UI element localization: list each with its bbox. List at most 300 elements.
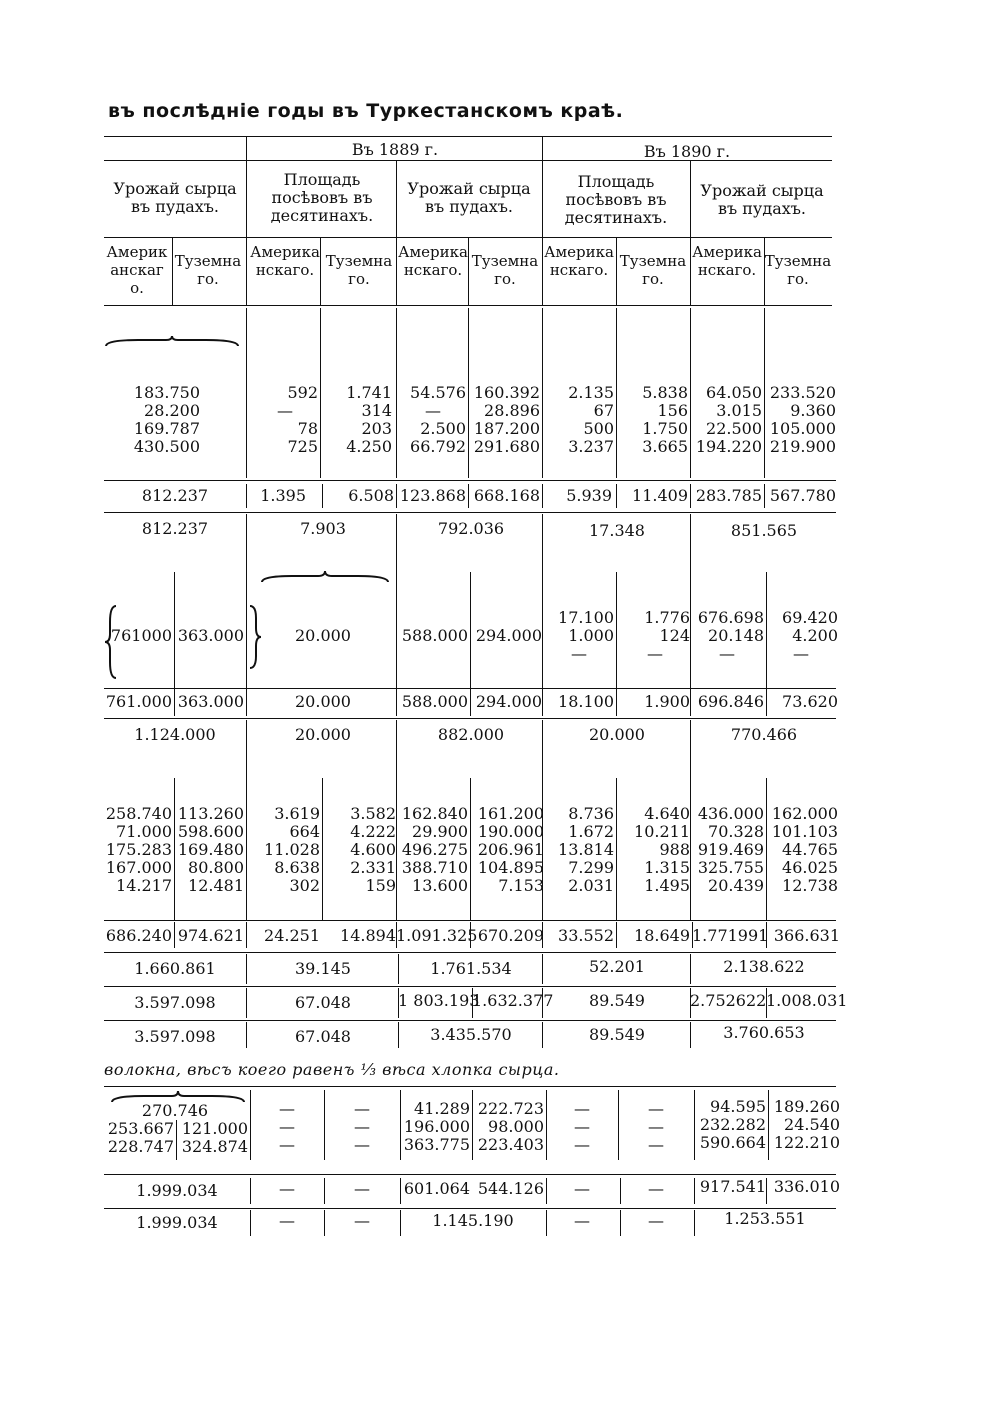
cell: 8.638	[274, 858, 320, 877]
cell: 1.008.031	[766, 991, 848, 1010]
cell: 4.600	[350, 840, 396, 859]
col-divider	[396, 484, 397, 508]
cell: 12.738	[782, 876, 838, 895]
cell: 20.000	[295, 626, 351, 645]
col-divider	[542, 308, 543, 478]
cell: 7.299	[568, 858, 614, 877]
cell: 52.201	[589, 957, 645, 976]
row-rule	[104, 480, 836, 481]
cell: 222.723	[477, 1099, 544, 1118]
row-rule	[104, 718, 836, 719]
cell: 4.222	[350, 822, 396, 841]
cell: —	[277, 401, 293, 420]
col-divider	[468, 484, 469, 508]
cell: 4.250	[346, 437, 392, 456]
cell: 80.800	[188, 858, 244, 877]
cell: 1 803.193	[398, 991, 480, 1010]
cell: 121.000	[181, 1119, 248, 1138]
cell: 1.741	[346, 383, 392, 402]
cell: 1.495	[644, 876, 690, 895]
cell: 324.874	[181, 1137, 248, 1156]
col-divider	[324, 1090, 325, 1160]
row-rule	[104, 1020, 836, 1021]
cell: 2.031	[568, 876, 614, 895]
col-divider	[400, 1210, 401, 1236]
cell: 101.103	[771, 822, 838, 841]
cell: 156	[657, 401, 688, 420]
cell: 3.015	[716, 401, 762, 420]
cell: 2.138.622	[723, 957, 805, 976]
col-divider	[470, 922, 471, 948]
brace-icon	[260, 570, 390, 584]
cell: 159	[365, 876, 396, 895]
cell: 67.048	[295, 1027, 351, 1046]
cell: 917.541	[699, 1177, 766, 1196]
cell: —	[648, 1179, 664, 1198]
year-1889-label: Въ 1889 г.	[351, 140, 439, 159]
cell: 294.000	[475, 626, 542, 645]
cell: 71.000	[116, 822, 172, 841]
cell: 46.025	[782, 858, 838, 877]
cell: 1.091.325	[396, 926, 478, 945]
cell: 24.540	[784, 1115, 840, 1134]
cell: 1.395	[260, 486, 306, 505]
cell: 17.348	[589, 521, 645, 540]
cell: 1.660.861	[134, 959, 216, 978]
col-divider	[400, 1178, 401, 1204]
cell: 1.999.034	[136, 1213, 218, 1232]
cell: 291.680	[473, 437, 540, 456]
cell: 89.549	[589, 1025, 645, 1044]
header-american: Американскаго.	[692, 243, 762, 279]
header-american: Американскаго.	[106, 243, 168, 297]
cell: 14.217	[116, 876, 172, 895]
cell: 761.000	[105, 692, 172, 711]
col-divider	[176, 1120, 177, 1160]
row-rule	[104, 512, 836, 513]
cell: 3.619	[274, 804, 320, 823]
cell: —	[574, 1135, 590, 1154]
col-divider	[616, 690, 617, 716]
cell: —	[279, 1099, 295, 1118]
cell: 203	[361, 419, 392, 438]
cell: 496.275	[401, 840, 468, 859]
col-divider	[546, 1210, 547, 1236]
cell: 3.665	[642, 437, 688, 456]
cell: —	[354, 1117, 370, 1136]
header-harvest-1890: Урожай сырца въ пудахъ.	[700, 181, 824, 218]
col-divider	[690, 1022, 691, 1048]
cell: 366.631	[773, 926, 840, 945]
header-native: Туземнаго.	[325, 252, 393, 288]
row-rule	[104, 986, 836, 987]
cell: 314	[361, 401, 392, 420]
col-divider	[692, 922, 693, 948]
col-divider	[690, 690, 691, 716]
cell: 13.600	[412, 876, 468, 895]
cell: 167.000	[105, 858, 172, 877]
col-divider	[764, 237, 765, 305]
year-1890-label: Въ 1890 г.	[643, 142, 731, 161]
cell: 1.124.000	[134, 725, 216, 744]
cell: 70.328	[708, 822, 764, 841]
cell: 105.000	[769, 419, 836, 438]
col-divider	[246, 720, 247, 920]
cell: 232.282	[699, 1115, 766, 1134]
header-bottom-rule	[104, 305, 832, 306]
cell: 20.000	[589, 725, 645, 744]
cell: 588.000	[401, 692, 468, 711]
col-divider	[398, 954, 399, 984]
header-american: Американскаго.	[398, 243, 468, 279]
cell: 11.409	[632, 486, 688, 505]
row-rule	[104, 688, 836, 689]
cell: 161.200	[477, 804, 544, 823]
cell: 206.961	[477, 840, 544, 859]
col-divider	[250, 1210, 251, 1236]
cell: 219.900	[769, 437, 836, 456]
cell: —	[354, 1211, 370, 1230]
cell: 668.168	[473, 486, 540, 505]
col-divider	[250, 1178, 251, 1204]
cell: 67	[593, 401, 614, 420]
cell: 10.211	[634, 822, 690, 841]
cell: 5.838	[642, 383, 688, 402]
cell: 258.740	[105, 804, 172, 823]
col-divider	[470, 778, 471, 920]
cell: 974.621	[177, 926, 244, 945]
col-divider	[542, 484, 543, 508]
cell: 124	[659, 626, 690, 645]
cell: 64.050	[706, 383, 762, 402]
col-divider	[320, 308, 321, 478]
cell: 20.000	[295, 692, 351, 711]
cell: 3.760.653	[723, 1023, 805, 1042]
cell: 601.064	[403, 1179, 470, 1198]
col-divider	[246, 514, 247, 690]
col-divider	[546, 1178, 547, 1204]
cell: 544.126	[477, 1179, 544, 1198]
col-divider	[620, 1178, 621, 1204]
col-divider	[616, 308, 617, 478]
cell: 194.220	[695, 437, 762, 456]
col-divider	[398, 988, 399, 1018]
cell: 160.392	[473, 383, 540, 402]
cell: —	[574, 1117, 590, 1136]
col-divider	[542, 690, 543, 716]
cell: —	[648, 1099, 664, 1118]
cell: 664	[289, 822, 320, 841]
col-divider	[766, 988, 767, 1018]
cell: 725	[287, 437, 318, 456]
cell: 8.736	[568, 804, 614, 823]
col-divider	[246, 1022, 247, 1048]
col-divider	[766, 572, 767, 690]
cell: 18.100	[558, 692, 614, 711]
cell: —	[354, 1135, 370, 1154]
col-divider	[246, 922, 247, 948]
col-divider	[766, 778, 767, 920]
cell: 3.435.570	[430, 1025, 512, 1044]
cell: 162.000	[771, 804, 838, 823]
cell: —	[648, 1135, 664, 1154]
col-divider	[246, 690, 247, 716]
cell: 1.000	[568, 626, 614, 645]
col-divider	[246, 954, 247, 984]
cell: 812.237	[141, 519, 209, 538]
row-rule	[104, 952, 836, 953]
cell: 336.010	[773, 1177, 840, 1196]
col-divider	[468, 237, 469, 305]
fiber-note: волокна, вѣсъ коего равенъ ⅓ вѣса хлопка сырца.	[104, 1060, 560, 1079]
col-divider	[766, 1178, 767, 1204]
cell: 54.576	[410, 383, 466, 402]
cell: 1.632.377	[472, 991, 554, 1010]
col-divider	[542, 514, 543, 690]
col-divider	[324, 1210, 325, 1236]
cell: —	[648, 1211, 664, 1230]
cell: 162.840	[401, 804, 468, 823]
cell: 228.747	[107, 1137, 174, 1156]
cell: —	[279, 1135, 295, 1154]
col-divider	[246, 484, 247, 508]
cell: 113.260	[177, 804, 244, 823]
cell: 588.000	[401, 626, 468, 645]
col-divider	[616, 237, 617, 305]
cell: 294.000	[475, 692, 542, 711]
cell: 13.814	[558, 840, 614, 859]
cell: 189.260	[773, 1097, 840, 1116]
cell: 1.900	[644, 692, 690, 711]
cell: 94.595	[710, 1097, 766, 1116]
cell: 41.289	[414, 1099, 470, 1118]
col-divider	[694, 1178, 695, 1204]
cell: 325.755	[697, 858, 764, 877]
cell: 436.000	[697, 804, 764, 823]
cell: 20.439	[708, 876, 764, 895]
cell: 4.200	[792, 626, 838, 645]
header-top-rule	[104, 136, 832, 137]
header-area-1889: Площадь посѣвовъ въ десятинахъ.	[270, 170, 374, 225]
cell: 104.895	[477, 858, 544, 877]
cell: 598.600	[177, 822, 244, 841]
row-rule	[104, 1086, 836, 1087]
cell: 190.000	[477, 822, 544, 841]
header-american: Американскаго.	[544, 243, 614, 279]
cell: 792.036	[437, 519, 505, 538]
cell: 20.000	[295, 725, 351, 744]
cell: 123.868	[399, 486, 466, 505]
cell: 3.597.098	[134, 1027, 216, 1046]
cell: 430.500	[133, 437, 200, 456]
cell: 28.200	[144, 401, 200, 420]
cell: 1.315	[644, 858, 690, 877]
col-divider	[246, 136, 247, 305]
cell: 3.597.098	[134, 993, 216, 1012]
header-native: Туземнаго.	[471, 252, 539, 288]
col-divider	[396, 308, 397, 478]
cell: 686.240	[105, 926, 172, 945]
col-divider	[472, 1090, 473, 1160]
cell: 169.787	[133, 419, 200, 438]
header-native: Туземнаго.	[764, 252, 832, 288]
cell: 270.746	[141, 1101, 209, 1120]
col-divider	[542, 954, 543, 984]
col-divider	[324, 1178, 325, 1204]
col-divider	[546, 1090, 547, 1160]
cell: —	[279, 1179, 295, 1198]
cell: 67.048	[295, 993, 351, 1012]
cell: 363.775	[403, 1135, 470, 1154]
cell: —	[571, 644, 587, 663]
col-divider	[620, 1210, 621, 1236]
cell: 1.145.190	[432, 1211, 514, 1230]
col-divider	[174, 778, 175, 920]
cell: 12.481	[188, 876, 244, 895]
cell: 590.664	[699, 1133, 766, 1152]
cell: 851.565	[730, 521, 798, 540]
col-divider	[690, 308, 691, 478]
col-divider	[542, 136, 543, 305]
cell: —	[279, 1211, 295, 1230]
cell: 882.000	[437, 725, 505, 744]
col-divider	[174, 922, 175, 948]
cell: 1.253.551	[724, 1209, 806, 1228]
cell: 7.153	[498, 876, 544, 895]
cell: 676.698	[697, 608, 764, 627]
col-divider	[468, 308, 469, 478]
col-divider	[470, 690, 471, 716]
header-native: Туземнаго.	[619, 252, 687, 288]
cell: 169.480	[177, 840, 244, 859]
cell: 28.896	[484, 401, 540, 420]
page-title: въ послѣдніе годы въ Туркестанскомъ краѣ.	[108, 100, 624, 122]
col-divider	[174, 690, 175, 716]
row-rule	[104, 920, 836, 921]
col-divider	[690, 720, 691, 920]
cell: 1.776	[644, 608, 690, 627]
col-divider	[616, 778, 617, 920]
col-divider	[542, 922, 543, 948]
cell: 4.640	[644, 804, 690, 823]
cell: 73.620	[782, 692, 838, 711]
cell: —	[425, 401, 441, 420]
header-area-1890: Площадь посѣвовъ въ десятинахъ.	[564, 172, 668, 227]
cell: 187.200	[473, 419, 540, 438]
col-divider	[322, 484, 323, 508]
cell: 14.894	[340, 926, 396, 945]
col-divider	[690, 160, 691, 305]
cell: —	[648, 1117, 664, 1136]
cell: 78	[297, 419, 318, 438]
cell: 919.469	[697, 840, 764, 859]
col-divider	[766, 922, 767, 948]
cell: 18.649	[634, 926, 690, 945]
cell: 1.672	[568, 822, 614, 841]
cell: 39.145	[295, 959, 351, 978]
col-divider	[766, 690, 767, 716]
cell: 761000	[110, 626, 172, 645]
col-divider	[690, 954, 691, 984]
cell: 388.710	[401, 858, 468, 877]
cell: 1.771991	[692, 926, 769, 945]
cell: 696.846	[697, 692, 764, 711]
col-divider	[174, 572, 175, 690]
cell: 363.000	[177, 626, 244, 645]
cell: 44.765	[782, 840, 838, 859]
cell: 17.100	[558, 608, 614, 627]
cell: —	[279, 1117, 295, 1136]
cell: 500	[583, 419, 614, 438]
col-divider	[690, 484, 691, 508]
cell: 66.792	[410, 437, 466, 456]
cell: 7.903	[300, 519, 346, 538]
col-divider	[396, 160, 397, 305]
cell: 183.750	[133, 383, 200, 402]
cell: —	[354, 1179, 370, 1198]
col-divider	[472, 988, 473, 1018]
cell: 670.209	[477, 926, 544, 945]
cell: —	[647, 644, 663, 663]
col-divider	[690, 514, 691, 690]
col-divider	[616, 572, 617, 690]
col-divider	[616, 922, 617, 948]
brace-icon	[104, 336, 240, 352]
cell: 175.283	[105, 840, 172, 859]
cell: 33.552	[558, 926, 614, 945]
col-divider	[246, 988, 247, 1018]
cell: 1.761.534	[430, 959, 512, 978]
col-divider	[616, 484, 617, 508]
cell: 3.237	[568, 437, 614, 456]
col-divider	[542, 988, 543, 1018]
col-divider	[396, 720, 397, 920]
cell: 1.750	[642, 419, 688, 438]
col-divider	[320, 237, 321, 305]
cell: 253.667	[107, 1119, 174, 1138]
cell: 98.000	[488, 1117, 544, 1136]
cell: —	[354, 1099, 370, 1118]
cell: 567.780	[769, 486, 836, 505]
col-divider	[542, 1022, 543, 1048]
cell: —	[574, 1211, 590, 1230]
cell: 2.752622	[690, 991, 767, 1010]
header-harvest-1889: Урожай сырца въ пудахъ.	[407, 179, 531, 216]
cell: 988	[659, 840, 690, 859]
col-divider	[322, 778, 323, 920]
cell: —	[574, 1179, 590, 1198]
col-divider	[396, 514, 397, 690]
col-divider	[764, 484, 765, 508]
row-rule	[104, 1174, 836, 1175]
col-divider	[172, 237, 173, 305]
header-american: Американскаго.	[250, 243, 320, 279]
cell: 363.000	[177, 692, 244, 711]
cell: 770.466	[730, 725, 798, 744]
cell: —	[574, 1099, 590, 1118]
cell: 24.251	[264, 926, 320, 945]
col-divider	[694, 1210, 695, 1236]
col-divider	[398, 1022, 399, 1048]
cell: 1.999.034	[136, 1181, 218, 1200]
cell: 89.549	[589, 991, 645, 1010]
header-harvest-1888: Урожай сырца въ пудахъ.	[113, 179, 237, 216]
cell: 3.582	[350, 804, 396, 823]
cell: 69.420	[782, 608, 838, 627]
cell: 22.500	[706, 419, 762, 438]
cell: 2.500	[420, 419, 466, 438]
cell: 302	[289, 876, 320, 895]
